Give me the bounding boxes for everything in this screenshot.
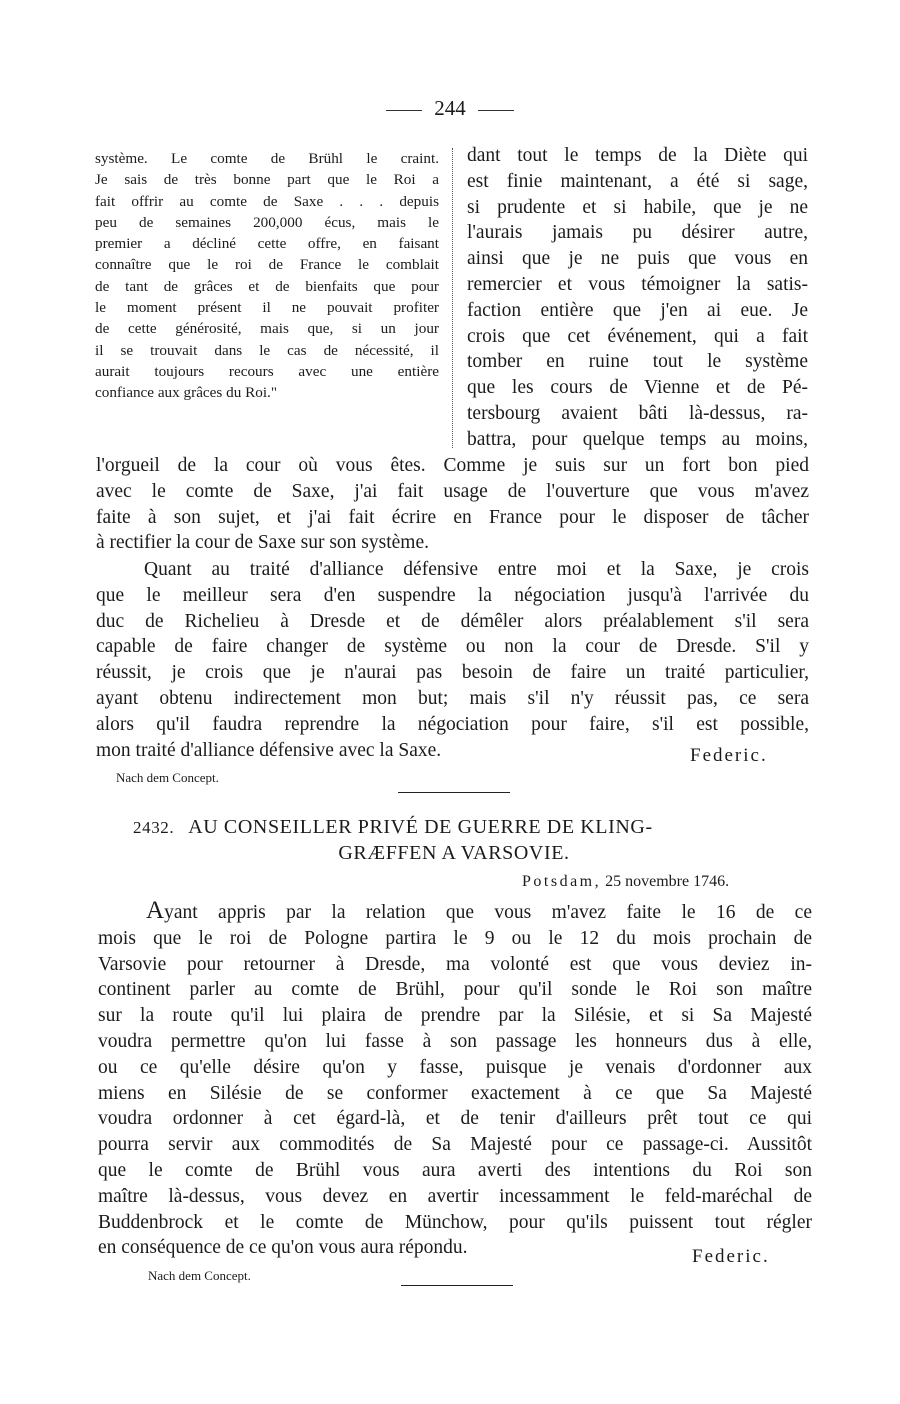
text-line: voudra permettre qu'on lui fasse à son passage les honneurs dus à elle, (98, 1030, 812, 1052)
text-line: Buddenbrock et le comte de Münchow, pour qu'ils puissent tout régler (98, 1211, 812, 1233)
text-line: est finie maintenant, a été si sage, (467, 170, 808, 192)
page-number: 244 (434, 96, 466, 120)
footnote-line: le moment présent il ne pouvait profiter (95, 299, 439, 317)
text-line: l'aurais jamais pu désirer autre, (467, 222, 808, 244)
heading-line: AU CONSEILLER PRIVÉ DE GUERRE DE KLING- (188, 816, 653, 838)
footnote-line: système. Le comte de Brühl le craint. (95, 150, 439, 167)
text-line: mon traité d'alliance défensive avec la Saxe. (96, 739, 442, 761)
initial-letter: A (146, 897, 165, 924)
letter-body (98, 898, 812, 1261)
column-divider (452, 148, 453, 448)
text-line: ou ce qu'elle désire qu'on y fasse, puisque je venais d'ordonner aux (98, 1056, 812, 1078)
letter-continuation (96, 453, 809, 556)
footnote-line: il se trouvait dans le cas de nécessité, il (95, 341, 439, 359)
footnote-line: de tant de grâces et de bienfaits que pour (95, 277, 439, 295)
text-line: avec le comte de Saxe, j'ai fait usage de l'ouverture que vous m'avez (96, 480, 809, 502)
text-line: battra, pour quelque temps au moins, (467, 428, 808, 450)
text-line: tersbourg avaient bâti là-dessus, ra- (467, 402, 808, 424)
signature: Federic. (690, 745, 768, 766)
text-line: l'orgueil de la cour où vous êtes. Comme je suis sur un fort bon pied (96, 455, 809, 476)
text-line: mois que le roi de Pologne partira le 9 ou le 12 du mois prochain de (98, 927, 812, 949)
footnote-column (95, 148, 439, 404)
header-dash-left (386, 110, 422, 111)
text-line: dant tout le temps de la Diète qui (467, 145, 808, 166)
letter-number: 2432. (133, 818, 175, 837)
section-rule (398, 792, 510, 793)
text-line: remercier et vous témoigner la satis- (467, 273, 808, 295)
source-note: Nach dem Concept. (116, 770, 219, 785)
text-line: maître là-dessus, vous devez en avertir incessamment le feld-maréchal de (98, 1185, 812, 1207)
text-line (98, 898, 812, 926)
letter-heading (133, 816, 653, 839)
text-line: si prudente et si habile, que je ne (467, 196, 808, 218)
text-line: alors qu'il faudra reprendre la négociation pour faire, s'il est possible, (96, 713, 809, 735)
text-line: tomber en ruine tout le système (467, 351, 808, 373)
text-line: sur la route qu'il lui plaira de prendre par la Silésie, et si Sa Majesté (98, 1005, 812, 1027)
text-line: que les cours de Vienne et de Pé- (467, 377, 808, 399)
first-line-text: yant appris par la relation que vous m'avez faite le 16 de ce (164, 902, 812, 923)
text-line: continent parler au comte de Brühl, pour qu'il sonde le Roi son maître (98, 979, 812, 1001)
footnote-line: fait offrir au comte de Saxe . . . depuis (95, 192, 439, 210)
text-line: voudra ordonner à cet égard-là, et de tenir d'ailleurs prêt tout ce qui (98, 1108, 812, 1130)
footnote-line: de cette générosité, mais que, si un jour (95, 320, 439, 338)
date: 25 novembre 1746. (605, 873, 730, 890)
letter-heading-line2: GRÆFFEN A VARSOVIE. (338, 842, 570, 864)
text-line: pourra servir aux commodités de Sa Majesté pour ce passage-ci. Aussitôt (98, 1134, 812, 1156)
signature: Federic. (692, 1246, 770, 1267)
text-line: ayant obtenu indirectement mon but; mais s'il n'y réussit pas, ce sera (96, 687, 809, 709)
source-note: Nach dem Concept. (148, 1268, 251, 1283)
footnote-line: peu de semaines 200,000 écus, mais le (95, 213, 439, 231)
text-line: Varsovie pour retourner à Dresde, ma volonté est que vous deviez in- (98, 953, 812, 975)
text-line: réussit, je crois que je n'aurai pas besoin de faire un traité particulier, (96, 662, 809, 684)
right-column (467, 143, 808, 453)
page-number-header (0, 96, 900, 121)
text-line: que le comte de Brühl vous aura averti des intentions du Roi son (98, 1159, 812, 1181)
text-line: à rectifier la cour de Saxe sur son système. (96, 532, 430, 554)
text-line: duc de Richelieu à Dresde et de démêler alors préalablement s'il sera (96, 610, 809, 632)
text-line: ainsi que je ne puis que vous en (467, 248, 808, 270)
text-line: que le meilleur sera d'en suspendre la négociation jusqu'à l'arrivée du (96, 584, 809, 606)
text-line: Quant au traité d'alliance défensive entre moi et la Saxe, je crois (144, 559, 809, 580)
text-line: capable de faire changer de système ou non la cour de Dresde. S'il y (96, 636, 809, 658)
letter-paragraph (96, 557, 809, 763)
footnote-line: connaître que le roi de France le comblait (95, 256, 439, 274)
text-line: en conséquence de ce qu'on vous aura répondu. (98, 1237, 468, 1259)
place: Potsdam, (522, 873, 602, 890)
dateline (522, 873, 729, 891)
text-line: miens en Silésie de se conformer exactement à ce que Sa Majesté (98, 1082, 812, 1104)
text-line: faction entière que j'en ai eue. Je (467, 299, 808, 321)
footnote-line: Je sais de très bonne part que le Roi a (95, 171, 439, 189)
footnote-line: aurait toujours recours avec une entière (95, 362, 439, 380)
footnote-line: premier a décliné cette offre, en faisant (95, 235, 439, 253)
section-rule (401, 1285, 513, 1286)
footnote-line: confiance aux grâces du Roi." (95, 384, 278, 402)
text-line: faite à son sujet, et j'ai fait écrire en France pour le disposer de tâcher (96, 506, 809, 528)
text-line: crois que cet événement, qui a fait (467, 325, 808, 347)
header-dash-right (478, 110, 514, 111)
